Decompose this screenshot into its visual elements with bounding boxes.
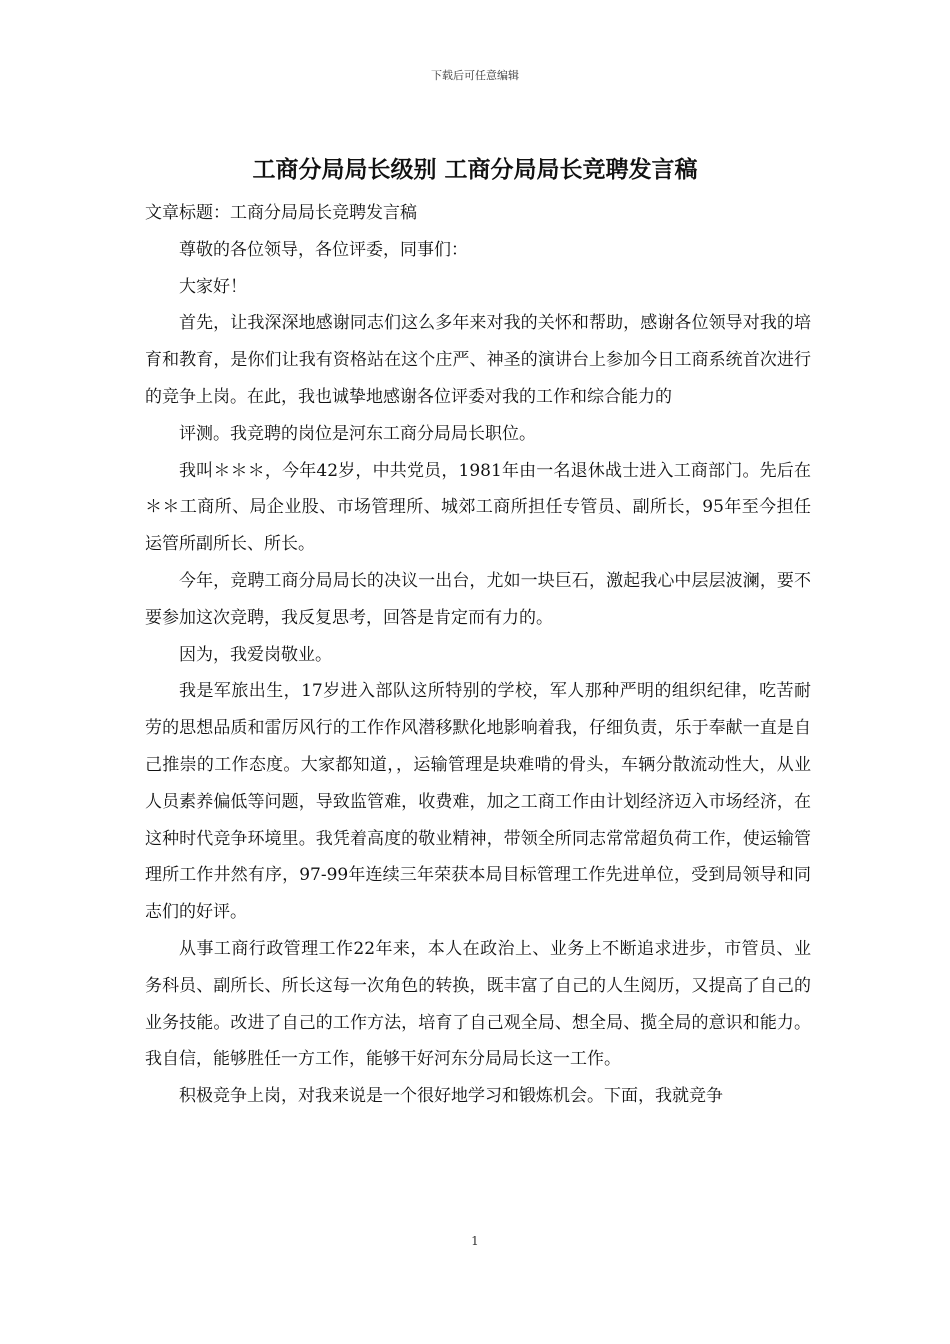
paragraph-greeting: 大家好！ — [179, 276, 247, 297]
paragraph-article-title: 文章标题：工商分局局长竞聘发言稿 — [145, 203, 417, 223]
paragraph: 今年，竞聘工商分局局长的决议一出台，尤如一块巨石，激起我心中层层波澜，要不要参加这次竞聘，我反复思考，回答是肯定而有力的。 — [145, 570, 811, 628]
page-number: 1 — [471, 1234, 479, 1248]
paragraph: 我叫＊＊＊，今年42岁，中共党员，1981年由一名退休战士进入工商部门。先后在＊＊工商所、局企业股、市场管理所、城郊工商所担任专管员、副所长，95年至今担任运管所副所长、所长。 — [145, 460, 811, 555]
paragraph: 从事工商行政管理工作22年来，本人在政治上、业务上不断追求进步，市管员、业务科员、副所长、所长这每一次角色的转换，既丰富了自己的人生阅历，又提高了自己的业务技能。改进了自己的工作方法，培育了自己观全局、想全局、揽全局的意识和能力。我自信，能够胜任一方工作，能够干好河东分局局长这一工作。 — [145, 938, 811, 1070]
paragraph: 我是军旅出生，17岁进入部队这所特别的学校，军人那种严明的组织纪律，吃苦耐劳的思想品质和雷厉风行的工作作风潜移默化地影响着我，仔细负责，乐于奉献一直是自己推崇的工作态度。大家都知道，，运输管理是块难啃的骨头，车辆分散流动性大，从业人员素养偏低等问题，导致监管难，收费难，加之工商工作由计划经济迈入市场经济，在这种时代竞争环境里。我凭着高度的敬业精神，带领全所同志常常超负荷工作，使运输管理所工作井然有序，97-99年连续三年荣获本局目标管理工作先进单位，受到局领导和同志们的好评。 — [145, 681, 811, 923]
header-note: 下载后可任意编辑 — [431, 69, 519, 82]
paragraph: 评测。我竞聘的岗位是河东工商分局局长职位。 — [179, 423, 536, 444]
document-body — [145, 195, 811, 1115]
paragraph-salutation: 尊敬的各位领导，各位评委，同事们： — [179, 239, 468, 260]
paragraph: 首先，让我深深地感谢同志们这么多年来对我的关怀和帮助，感谢各位领导对我的培育和教育，是你们让我有资格站在这个庄严、神圣的演讲台上参加今日工商系统首次进行的竞争上岗。在此，我也诚挚地感谢各位评委对我的工作和综合能力的 — [145, 313, 811, 407]
paragraph: 积极竞争上岗，对我来说是一个很好地学习和锻炼机会。下面，我就竞争 — [179, 1086, 723, 1107]
document-title: 工商分局局长级别 工商分局局长竞聘发言稿 — [252, 156, 698, 183]
paragraph: 因为，我爱岗敬业。 — [179, 644, 332, 665]
